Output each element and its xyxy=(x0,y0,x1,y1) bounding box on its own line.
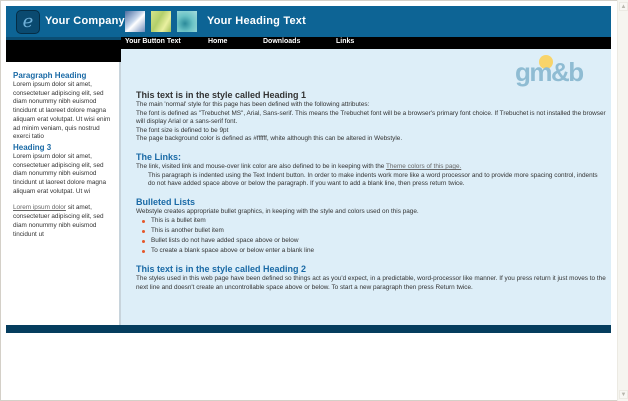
heading-2: This text is in the style called Heading 2 xyxy=(136,264,307,275)
heading-2-paragraph: The styles used in this web page have been defined so things act as you'd expect, in a predictable, word-processor like manner. If you press return it just moves to the next line and doesn't create an uncontrollable space above or below. To start a new paragraph then press Return twice. xyxy=(136,275,606,291)
sidebar-paragraph-heading: Paragraph Heading xyxy=(13,71,87,80)
water-photo-thumbnail xyxy=(177,11,197,32)
bullets-intro: Webstyle creates appropriate bullet graphics, in keeping with the style and colors used on this page. xyxy=(136,207,419,215)
scroll-up-arrow-icon[interactable]: ▲ xyxy=(620,4,627,10)
links-text: The link, visited link and mouse-over link color are also defined to be in keeping with the xyxy=(136,162,386,170)
sidebar-paragraph-3-text: sit amet, consectetuer adipiscing elit, sed diam nonummy nibh euismod tincidunt ut xyxy=(13,204,104,238)
company-logo-icon[interactable]: e xyxy=(16,10,40,34)
sky-photo-thumbnail xyxy=(125,11,145,32)
nav-bar xyxy=(121,37,611,49)
bullet-item: This is another bullet item xyxy=(142,226,611,236)
indented-paragraph: This paragraph is indented using the Text Indent button. In order to make indents work more like a word processor and to provide more spacing control, indents do not have added space above or below the paragraph. If you want to add a blank line, then press return twice. xyxy=(148,171,598,188)
sidebar xyxy=(6,62,121,325)
sidebar-paragraph-2: Lorem ipsum dolor sit amet, consectetuer adipiscing elit, sed diam nonummy nibh euismod tincidunt ut laoreet dolore magna aliquam erat volutpat. Ut wi xyxy=(13,152,107,195)
gmb-logo-text: gm&b xyxy=(515,57,583,87)
gmb-logo xyxy=(515,55,599,89)
nav-home[interactable]: Home xyxy=(208,38,228,45)
intro-line-4: The page background color is defined as #ffffff, white although this can be altered in Webstyle. xyxy=(136,135,403,143)
sidebar-paragraph-3 xyxy=(13,204,117,239)
leaf-photo-thumbnail xyxy=(151,11,171,32)
nav-row xyxy=(6,37,611,49)
nav-left-spacer xyxy=(6,37,121,49)
spacer xyxy=(13,196,119,204)
links-paragraph xyxy=(136,163,606,172)
intro-line-3: The font size is defined to be 9pt xyxy=(136,126,229,134)
bulleted-lists-heading: Bulleted Lists xyxy=(136,196,196,207)
main-content xyxy=(121,49,611,325)
nav-your-button-text[interactable]: Your Button Text xyxy=(125,38,181,45)
content-area xyxy=(6,49,611,325)
bullet-item: This is a bullet item xyxy=(142,216,611,226)
bullet-item: Bullet lists do not have added space above or below xyxy=(142,236,611,246)
bullet-list xyxy=(142,216,611,256)
company-name: Your Company xyxy=(45,15,125,27)
bullet-item: To create a blank space above or below enter a blank line xyxy=(142,246,611,256)
intro-line-2: The font is defined as "Trebuchet MS", Arial, Sans-serif. This means the Trebuchet font will be a browser's primary font choice. If Trebuchet is not installed the browser will display Arial or a sans-serif font. xyxy=(136,109,606,126)
links-heading: The Links: xyxy=(136,151,182,162)
sidebar-paragraph-1: Lorem ipsum dolor sit amet, consectetuer adipiscing elit, sed diam nonummy nibh euismod tincidunt ut laoreet dolore magna aliquam erat volutpat. Ut wisi enim ad minim veniam, quis nostrud exerci tatio xyxy=(13,81,111,141)
sidebar-link[interactable]: Lorem ipsum dolor xyxy=(13,204,66,212)
heading-1: This text is in the style called Heading 1 xyxy=(136,90,307,100)
nav-links[interactable]: Links xyxy=(336,38,355,45)
sidebar-top-bar xyxy=(6,49,121,62)
site-header xyxy=(6,6,611,37)
vertical-scrollbar[interactable] xyxy=(617,0,628,401)
scroll-down-arrow-icon[interactable]: ▼ xyxy=(620,392,627,398)
footer-bar xyxy=(6,325,611,333)
sidebar-heading-3: Heading 3 xyxy=(13,142,52,152)
theme-colors-link[interactable]: Theme colors of this page. xyxy=(385,162,462,170)
web-page xyxy=(6,6,611,325)
nav-downloads[interactable]: Downloads xyxy=(263,38,301,45)
intro-line-1: The main 'normal' style for this page has been defined with the following attributes: xyxy=(136,101,370,108)
header-heading: Your Heading Text xyxy=(207,15,306,27)
